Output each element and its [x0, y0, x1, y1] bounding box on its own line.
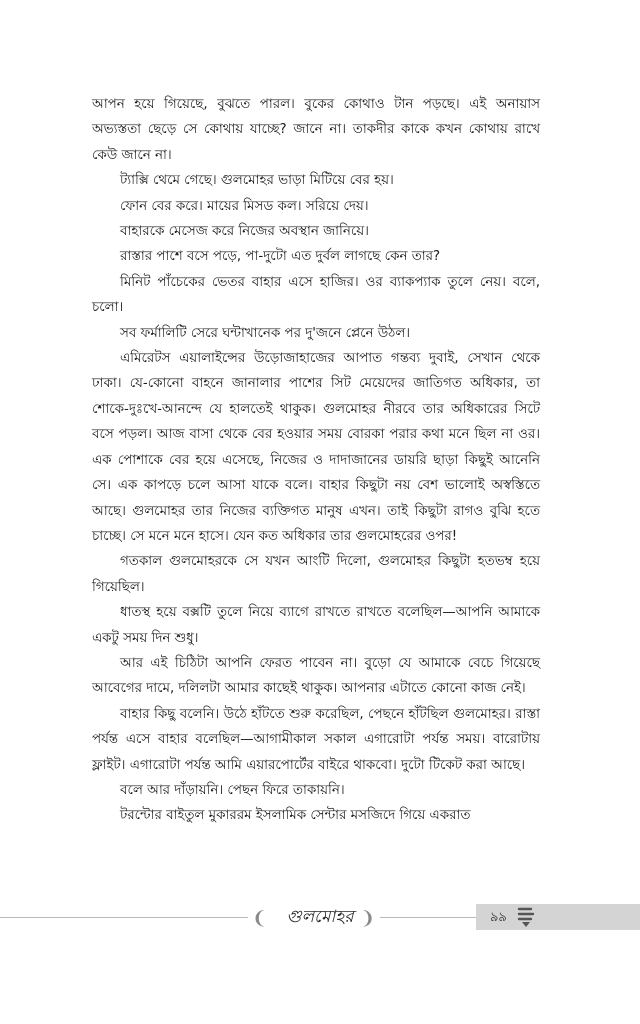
page-footer — [0, 896, 640, 940]
paragraph-11: আর এই চিঠিটা আপনি ফেরত পাবেন না। বুড়ো যে আমাকে বেচে গিয়েছে আবেগের দামে, দলিলটা আমার কাছেই থাকুক। আপনার এটাতে কোনো কাজ নেই। — [92, 655, 540, 697]
ornament-right-icon: ❩ — [360, 908, 376, 929]
paragraph-10: ধাতস্থ হয়ে বক্সটি তুলে নিয়ে ব্যাগে রাখতে রাখতে বলেছিল—আপনি আমাকে একটু সময় দিন শুধু। — [92, 605, 540, 646]
paragraph-12: বাহার কিছু বলেনি। উঠে হাঁটতে শুরু করেছিল, পেছনে হাঁটছিল গুলমোহর। রাস্তা পর্যন্ত এসে বাহার বলেছিল—আগামীকাল সকাল এগারোটা পর্যন্ত সময়। বারোটায় ফ্লাইট। এগারোটা পর্যন্ত আমি এয়ারপোর্টের বাইরে থাকবো। দুটো টিকেট করা আছে। — [92, 706, 540, 773]
body-text — [92, 92, 540, 829]
footer-rule-left — [0, 917, 248, 918]
page-number: ৯৯ — [490, 910, 507, 925]
paragraph-6: মিনিট পাঁচেকের ভেতর বাহার এসে হাজির। ওর ব্যাকপ্যাক তুলে নেয়। বলে, চলো। — [92, 274, 540, 316]
paragraph-9: গতকাল গুলমোহরকে সে যখন আংটি দিলো, গুলমোহর কিছুটা হতভম্ব হয়ে গিয়েছিল। — [92, 554, 540, 595]
paragraph-4: বাহারকে মেসেজ করে নিজের অবস্থান জানিয়ে। — [120, 224, 369, 240]
paragraph-3: ফোন বের করে। মায়ের মিসড কল। সরিয়ে দেয়। — [120, 198, 369, 214]
publisher-logo-icon — [516, 906, 536, 928]
ornament-left-icon: ❨ — [252, 908, 268, 929]
paragraph-13: বলে আর দাঁড়ায়নি। পেছন ফিরে তাকায়নি। — [120, 782, 345, 798]
book-title: গুলমোহর — [286, 907, 354, 927]
paragraph-14: টরন্টোর বাইতুল মুকাররম ইসলামিক সেন্টার মসজিদে গিয়ে একরাত — [120, 808, 471, 824]
paragraph-5: রাস্তার পাশে বসে পড়ে, পা-দুটো এত দুর্বল লাগছে কেন তার? — [120, 249, 441, 265]
paragraph-7: সব ফর্মালিটি সেরে ঘন্টাখানেক পর দু'জনে প্লেনে উঠল। — [120, 325, 411, 341]
paragraph-2: ট্যাক্সি থেমে গেছে। গুলমোহর ভাড়া মিটিয়ে বের হয়। — [120, 173, 394, 189]
paragraph-8: এমিরেটস এয়ালাইন্সের উড়োজাহাজের আপাত গন্তব্য দুবাই, সেখান থেকে ঢাকা। যে-কোনো বাহনে জানালার পাশের সিট মেয়েদের জাতিগত অধিকার, তা শোকে-দুঃখে-আনন্দে যে হালতেই থাকুক। গুলমোহর নীরবে তার অধিকারের সিটে বসে পড়ল। আজ বাসা থেকে বের হওয়ার সময় বোরকা পরার কথা মনে ছিল না ওর। এক পোশাকে বের হয়ে এসেছে, নিজের ও দাদাজানের ডায়রি ছাড়া কিছুই আনেনি সে। এক কাপড়ে চলে আসা যাকে বলে। বাহার কিছুটা নয় বেশ ভালোই অস্বস্তিতে আছে। গুলমোহর তার নিজের ব্যক্তিগত মানুষ এখন। তাই কিছুটা রাগও বুঝি হতে চাচ্ছে। সে মনে মনে হাসে। যেন কত অধিকার তার গুলমোহরের ওপর! — [92, 351, 540, 544]
footer-rule-right — [380, 917, 476, 918]
paragraph-1: আপন হয়ে গিয়েছে, বুঝতে পারল। বুকের কোথাও টান পড়ছে। এই অনায়াস অভ্যস্ততা ছেড়ে সে কোথায় যাচ্ছে? জানে না। তাকদীর কাকে কখন কোথায় রাখে কেউ জানে না। — [92, 97, 540, 163]
